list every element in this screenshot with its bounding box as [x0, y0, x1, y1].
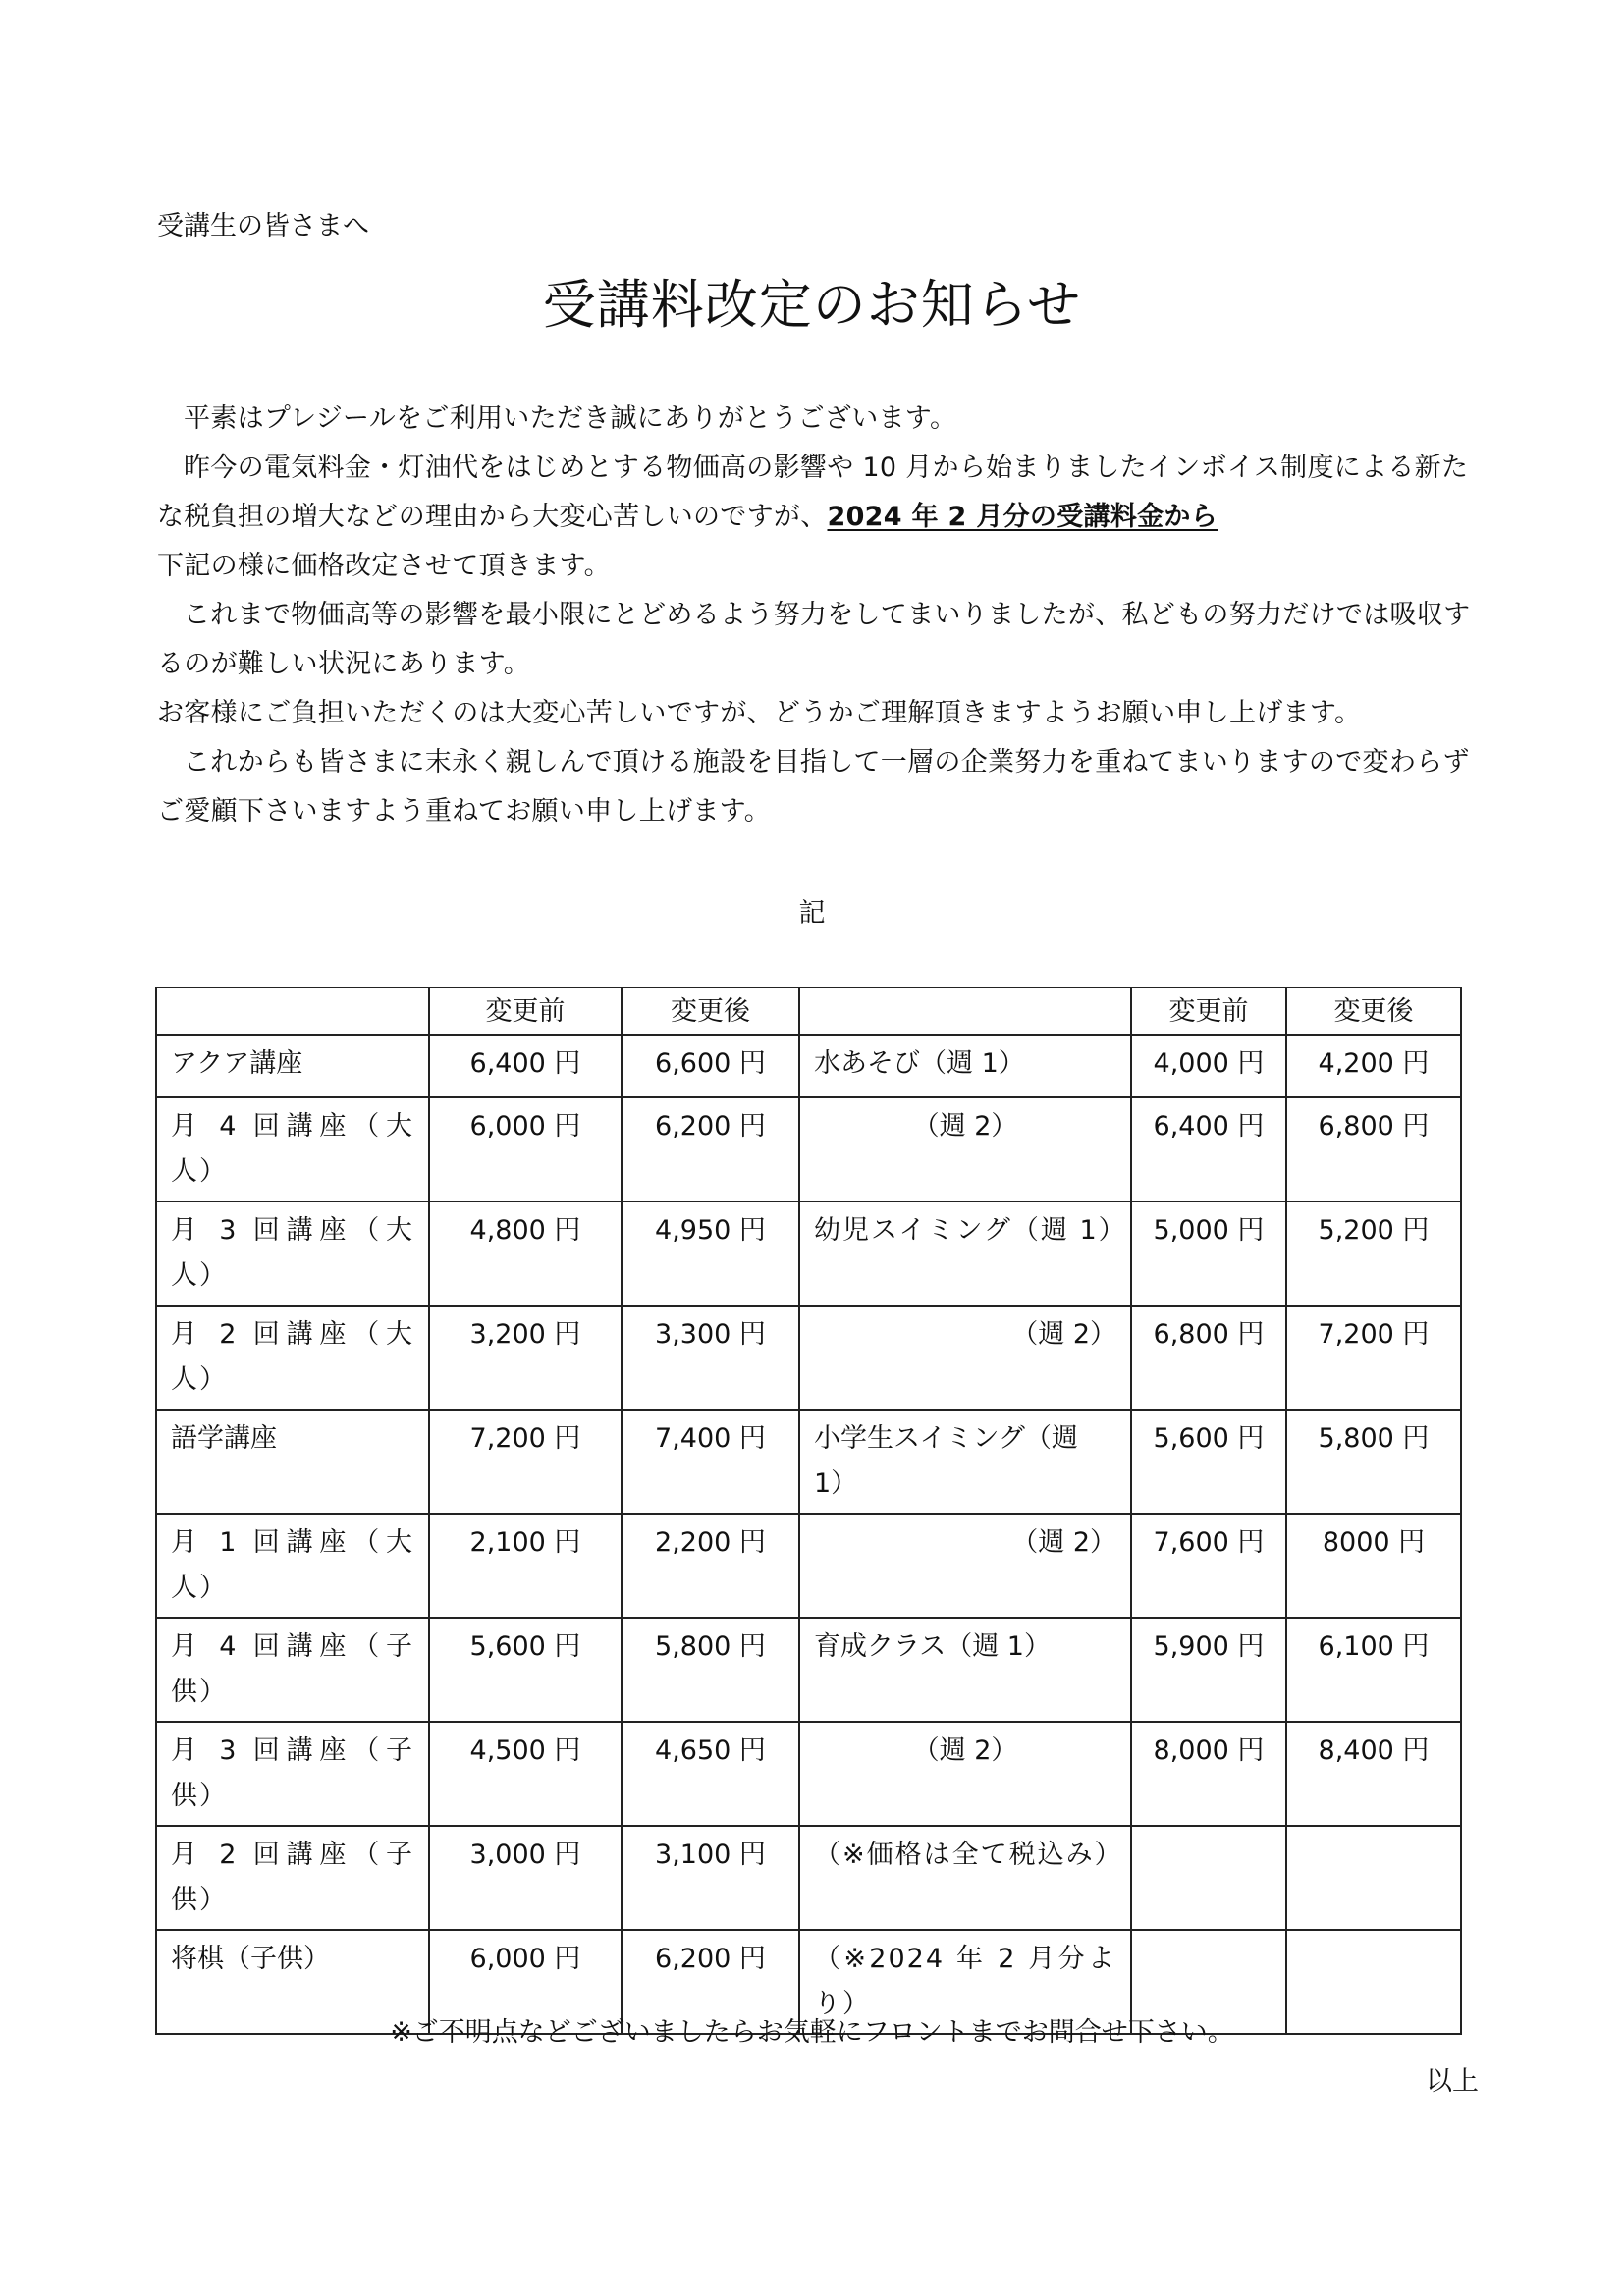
table-row: [156, 1826, 1461, 1930]
paragraph-greeting: 平素はプレジールをご利用いただき誠にありがとうございます。: [184, 403, 957, 434]
price-after: 2,200 円: [622, 1514, 799, 1618]
price-before: 3,200 円: [429, 1306, 622, 1410]
reason-tail: 下記の様に価格改定させて頂きます。: [157, 551, 611, 581]
price-after: 3,100 円: [622, 1826, 799, 1930]
tax-note: （※価格は全て税込み）: [799, 1826, 1131, 1930]
course-name: 将棋（子供）: [156, 1930, 429, 2034]
table-header-row: [156, 988, 1461, 1035]
course-name: （週 2）: [799, 1514, 1131, 1618]
page-title: 受講料改定のお知らせ: [542, 274, 1082, 336]
header-cell: [156, 988, 429, 1035]
price-before: 7,200 円: [429, 1410, 622, 1514]
paragraph-apology: お客様にご負担いただくのは大変心苦しいですが、どうかご理解頂きますようお願い申し上げます。: [157, 698, 1362, 728]
price-before: 5,600 円: [429, 1618, 622, 1722]
price-before: 7,600 円: [1131, 1514, 1286, 1618]
closing-mark: 以上: [1426, 2066, 1479, 2097]
table-row: [156, 1201, 1461, 1306]
effective-note: （※2024 年 2 月分より）: [799, 1930, 1131, 2034]
price-before: 6,800 円: [1131, 1306, 1286, 1410]
price-after: 4,950 円: [622, 1201, 799, 1306]
price-after: 8000 円: [1286, 1514, 1461, 1618]
table-row: [156, 1722, 1461, 1826]
price-before: [1131, 1826, 1286, 1930]
price-before: 6,400 円: [429, 1035, 622, 1097]
ki-marker: 記: [798, 898, 826, 929]
course-name: 月 2 回講座（大人）: [156, 1306, 429, 1410]
course-name: 幼児スイミング（週 1）: [799, 1201, 1131, 1306]
price-after: 6,600 円: [622, 1035, 799, 1097]
header-cell: 変更後: [622, 988, 799, 1035]
effective-date-emphasis: 2024 年 2 月分の受講料金から: [827, 502, 1218, 532]
inquiry-note: ※ご不明点などございましたらお気軽にフロントまでお問合せ下さい。: [390, 2017, 1234, 2048]
price-before: 4,000 円: [1131, 1035, 1286, 1097]
course-name: （週 2）: [799, 1722, 1131, 1826]
price-after: 4,200 円: [1286, 1035, 1461, 1097]
reason-text: 昨今の電気料金・灯油代をはじめとする物価高の影響や 10 月から始まりましたインボイス制度による新たな税負担の増大などの理由から大変心苦しいのですが、: [157, 453, 1469, 532]
course-name: （週 2）: [799, 1306, 1131, 1410]
course-name: 月 3 回講座（大人）: [156, 1201, 429, 1306]
price-after: 7,200 円: [1286, 1306, 1461, 1410]
paragraph-reason: [157, 444, 1483, 591]
price-after: 4,650 円: [622, 1722, 799, 1826]
price-after: 6,200 円: [622, 1097, 799, 1201]
price-before: 5,000 円: [1131, 1201, 1286, 1306]
price-after: [1286, 1826, 1461, 1930]
fee-table: [155, 987, 1462, 2035]
notice-body: [157, 395, 1483, 836]
header-cell: [799, 988, 1131, 1035]
table-row: [156, 1035, 1461, 1097]
price-after: 3,300 円: [622, 1306, 799, 1410]
price-after: 5,200 円: [1286, 1201, 1461, 1306]
course-name: 月 1 回講座（大人）: [156, 1514, 429, 1618]
paragraph-efforts: これまで物価高等の影響を最小限にとどめるよう努力をしてまいりましたが、私どもの努力だけでは吸収するのが難しい状況にあります。: [157, 600, 1471, 679]
price-after: 6,800 円: [1286, 1097, 1461, 1201]
price-before: 3,000 円: [429, 1826, 622, 1930]
table-row: [156, 1618, 1461, 1722]
header-cell: 変更後: [1286, 988, 1461, 1035]
price-before: 4,800 円: [429, 1201, 622, 1306]
course-name: 育成クラス（週 1）: [799, 1618, 1131, 1722]
price-after: 7,400 円: [622, 1410, 799, 1514]
price-before: 6,400 円: [1131, 1097, 1286, 1201]
table-row: [156, 1306, 1461, 1410]
price-before: 5,600 円: [1131, 1410, 1286, 1514]
course-name: （週 2）: [799, 1097, 1131, 1201]
course-name: 小学生スイミング（週 1）: [799, 1410, 1131, 1514]
salutation: 受講生の皆さまへ: [157, 211, 369, 241]
price-before: 2,100 円: [429, 1514, 622, 1618]
table-row: [156, 1097, 1461, 1201]
price-before: 6,000 円: [429, 1930, 622, 2034]
price-before: 4,500 円: [429, 1722, 622, 1826]
course-name: 月 2 回講座（子供）: [156, 1826, 429, 1930]
course-name: 月 4 回講座（大人）: [156, 1097, 429, 1201]
price-after: 8,400 円: [1286, 1722, 1461, 1826]
price-before: 5,900 円: [1131, 1618, 1286, 1722]
table-row: [156, 1410, 1461, 1514]
price-after: 6,200 円: [622, 1930, 799, 2034]
course-name: 月 3 回講座（子供）: [156, 1722, 429, 1826]
price-after: 6,100 円: [1286, 1618, 1461, 1722]
course-name: 水あそび（週 1）: [799, 1035, 1131, 1097]
header-cell: 変更前: [429, 988, 622, 1035]
table-row: [156, 1514, 1461, 1618]
price-before: 6,000 円: [429, 1097, 622, 1201]
price-after: 5,800 円: [1286, 1410, 1461, 1514]
price-before: 8,000 円: [1131, 1722, 1286, 1826]
price-after: 5,800 円: [622, 1618, 799, 1722]
course-name: アクア講座: [156, 1035, 429, 1097]
header-cell: 変更前: [1131, 988, 1286, 1035]
paragraph-closing-remarks: これからも皆さまに末永く親しんで頂ける施設を目指して一層の企業努力を重ねてまいりますので変わらずご愛顧下さいますよう重ねてお願い申し上げます。: [157, 747, 1470, 827]
course-name: 月 4 回講座（子供）: [156, 1618, 429, 1722]
course-name: 語学講座: [156, 1410, 429, 1514]
